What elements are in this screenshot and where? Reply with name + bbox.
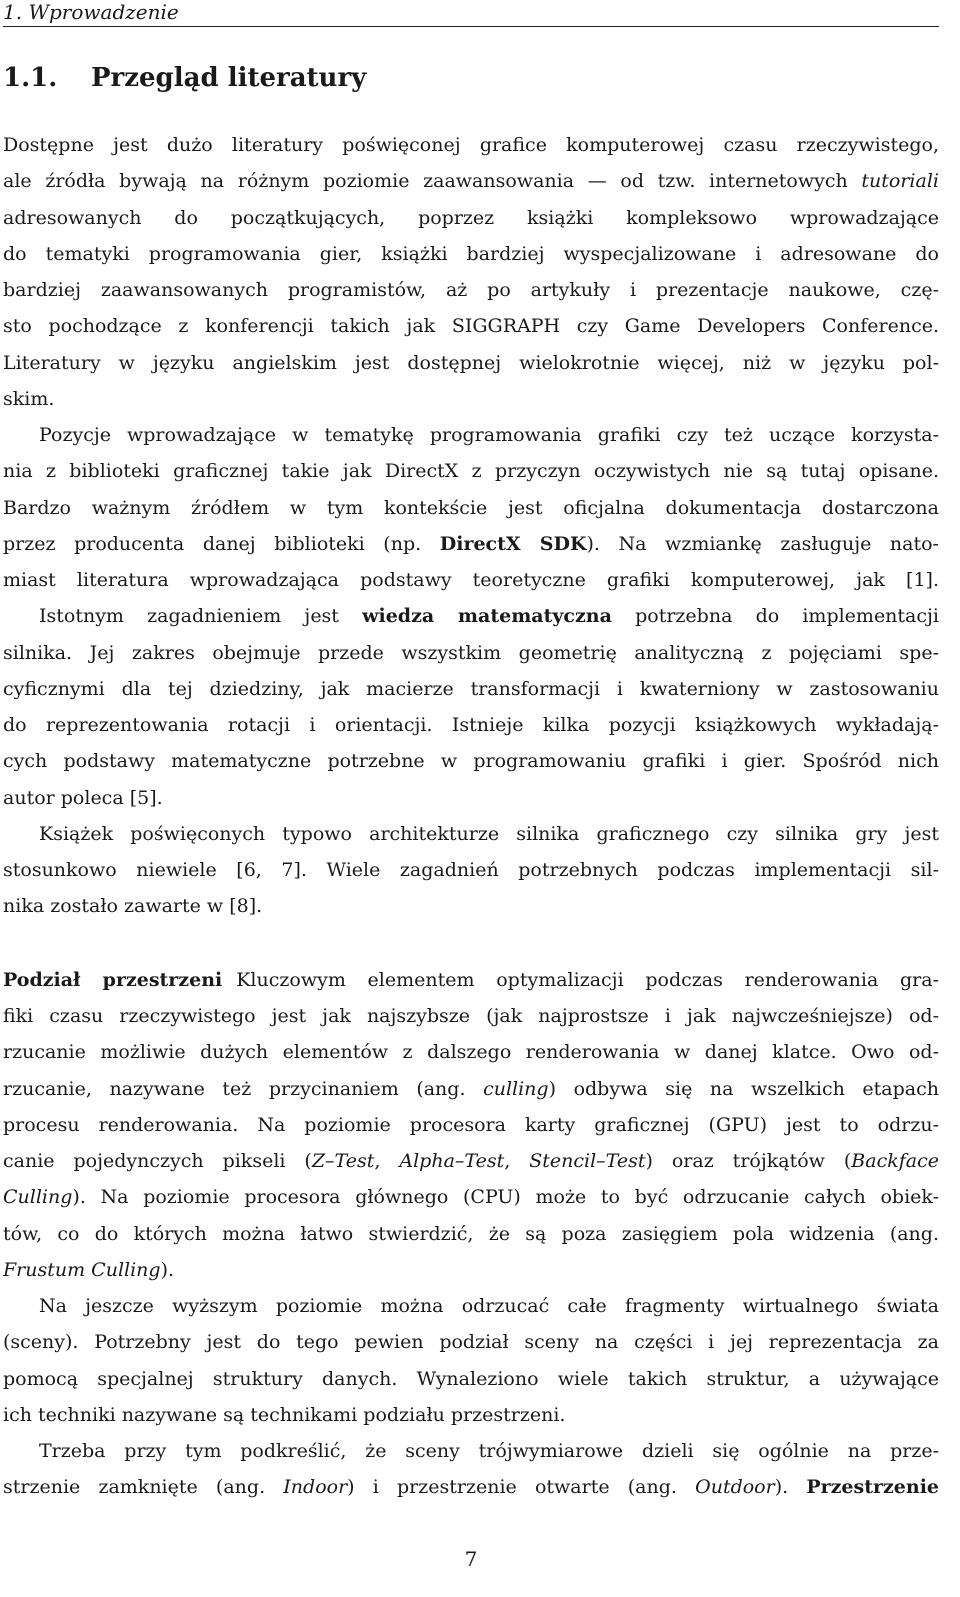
text-line: (sceny). Potrzebny jest do tego pewien podział sceny na części i jej reprezentacja za [3, 1331, 939, 1354]
paragraph-space-partitioning [3, 962, 939, 1288]
text-line: stosunkowo niewiele [6, 7]. Wiele zagadnień potrzebnych podczas implementacji sil- [3, 859, 939, 881]
body-text [3, 127, 939, 1506]
paragraph-intro [3, 127, 939, 417]
paragraph-introductory-sources [3, 417, 939, 598]
text-line: Trzeba przy tym podkreślić, że sceny trójwymiarowe dzieli się ogólnie na prze- [39, 1440, 939, 1462]
emphasis-directx-sdk: DirectX SDK [439, 532, 587, 555]
text-line: fiki czasu rzeczywistego jest jak najszybsze (jak najprostsze i jak najwcześniejsze) od- [3, 1005, 939, 1027]
text-line: tów, co do których można łatwo stwierdzić, że są poza zasięgiem pola widzenia (ang. [3, 1222, 939, 1245]
document-page [3, 0, 939, 1597]
text-line: do tematyki programowania gier, książki bardziej wyspecjalizowane i adresowane do [3, 242, 939, 265]
section-title: Przegląd literatury [91, 63, 367, 93]
text-line: pomocą specjalnej struktury danych. Wynaleziono wiele takich struktur, a używające [3, 1367, 939, 1390]
text-line: ich techniki nazywane są technikami podziału przestrzeni. [3, 1403, 566, 1426]
text-line: Frustum Culling). [3, 1258, 175, 1281]
section-heading [3, 58, 366, 98]
text-line: Na jeszcze wyższym poziomie można odrzucać całe fragmenty wirtualnego świata [39, 1295, 939, 1317]
text-line: ale źródła bywają na różnym poziomie zaawansowania — od tzw. internetowych tutoriali [3, 170, 939, 193]
paragraph-math-knowledge [3, 598, 939, 816]
paragraph-indoor-outdoor [3, 1433, 939, 1506]
text-line: Istotnym zagadnieniem jest wiedza matematyczna potrzebna do implementacji [39, 605, 939, 628]
text-line: adresowanych do początkujących, poprzez książki kompleksowo wprowadzające [3, 206, 939, 229]
text-line: nia z biblioteki graficznej takie jak DirectX z przyczyn oczywistych nie są tutaj opisane. [3, 460, 939, 483]
text-line: cyficznymi dla tej dziedziny, jak macierze transformacji i kwaterniony w zastosowaniu [3, 677, 939, 700]
text-line: rzucanie możliwie dużych elementów z dalszego renderowania w danej klatce. Owo od- [3, 1041, 939, 1064]
page-number: 7 [464, 1547, 478, 1571]
text-line: Bardzo ważnym źródłem w tym kontekście jest oficjalna dokumentacja dostarczona [3, 496, 939, 519]
text-line: nika zostało zawarte w [8]. [3, 895, 263, 918]
text-line: Podział przestrzeni Kluczowym elementem optymalizacji podczas renderowania gra- [3, 968, 939, 991]
emphasis-math-knowledge: wiedza matematyczna [362, 605, 612, 628]
text-line: strzenie zamknięte (ang. Indoor) i przestrzenie otwarte (ang. Outdoor). Przestrzenie [3, 1476, 939, 1499]
section-number: 1.1. [3, 63, 58, 93]
running-header: 1. Wprowadzenie [3, 0, 939, 27]
runin-heading: Podział przestrzeni [3, 968, 223, 991]
text-line: silnika. Jej zakres obejmuje przede wszystkim geometrię analityczną z pojęciami spe- [3, 641, 939, 664]
text-line: Książek poświęconych typowo architekturze silnika graficznego czy silnika gry jest [39, 822, 939, 845]
paragraph-scene-partitioning [3, 1288, 939, 1433]
text-line: sto pochodzące z konferencji takich jak SIGGRAPH czy Game Developers Conference. [3, 315, 939, 338]
text-line: miast literatura wprowadzająca podstawy teoretyczne grafiki komputerowej, jak [1]. [3, 569, 939, 591]
text-line: cych podstawy matematyczne potrzebne w programowaniu grafiki i gier. Spośród nich [3, 750, 939, 773]
text-line: procesu renderowania. Na poziomie procesora karty graficznej (GPU) jest to odrzu- [3, 1113, 939, 1136]
text-line: przez producenta danej biblioteki (np. DirectX SDK). Na wzmiankę zasługuje nato- [3, 532, 939, 555]
text-line: autor poleca [5]. [3, 786, 163, 809]
text-line: bardziej zaawansowanych programistów, aż po artykuły i prezentacje naukowe, czę- [3, 279, 939, 301]
text-line: Culling). Na poziomie procesora głównego (CPU) może to być odrzucanie całych obiek- [3, 1186, 939, 1209]
text-line: Literatury w języku angielskim jest dostępnej wielokrotnie więcej, niż w języku pol- [3, 351, 939, 374]
text-line: rzucanie, nazywane też przycinaniem (ang. culling) odbywa się na wszelkich etapach [3, 1077, 939, 1100]
text-line: skim. [3, 387, 55, 410]
text-line: canie pojedynczych pikseli (Z–Test, Alpha–Test, Stencil–Test) oraz trójkątów (Backface [3, 1150, 939, 1172]
text-line: Dostępne jest dużo literatury poświęconej grafice komputerowej czasu rzeczywistego, [3, 134, 939, 156]
text-line: Pozycje wprowadzające w tematykę programowania grafiki czy też uczące korzysta- [39, 424, 939, 446]
paragraph-engine-architecture [3, 816, 939, 925]
text-line: do reprezentowania rotacji i orientacji. Istnieje kilka pozycji książkowych wykładają- [3, 714, 939, 736]
